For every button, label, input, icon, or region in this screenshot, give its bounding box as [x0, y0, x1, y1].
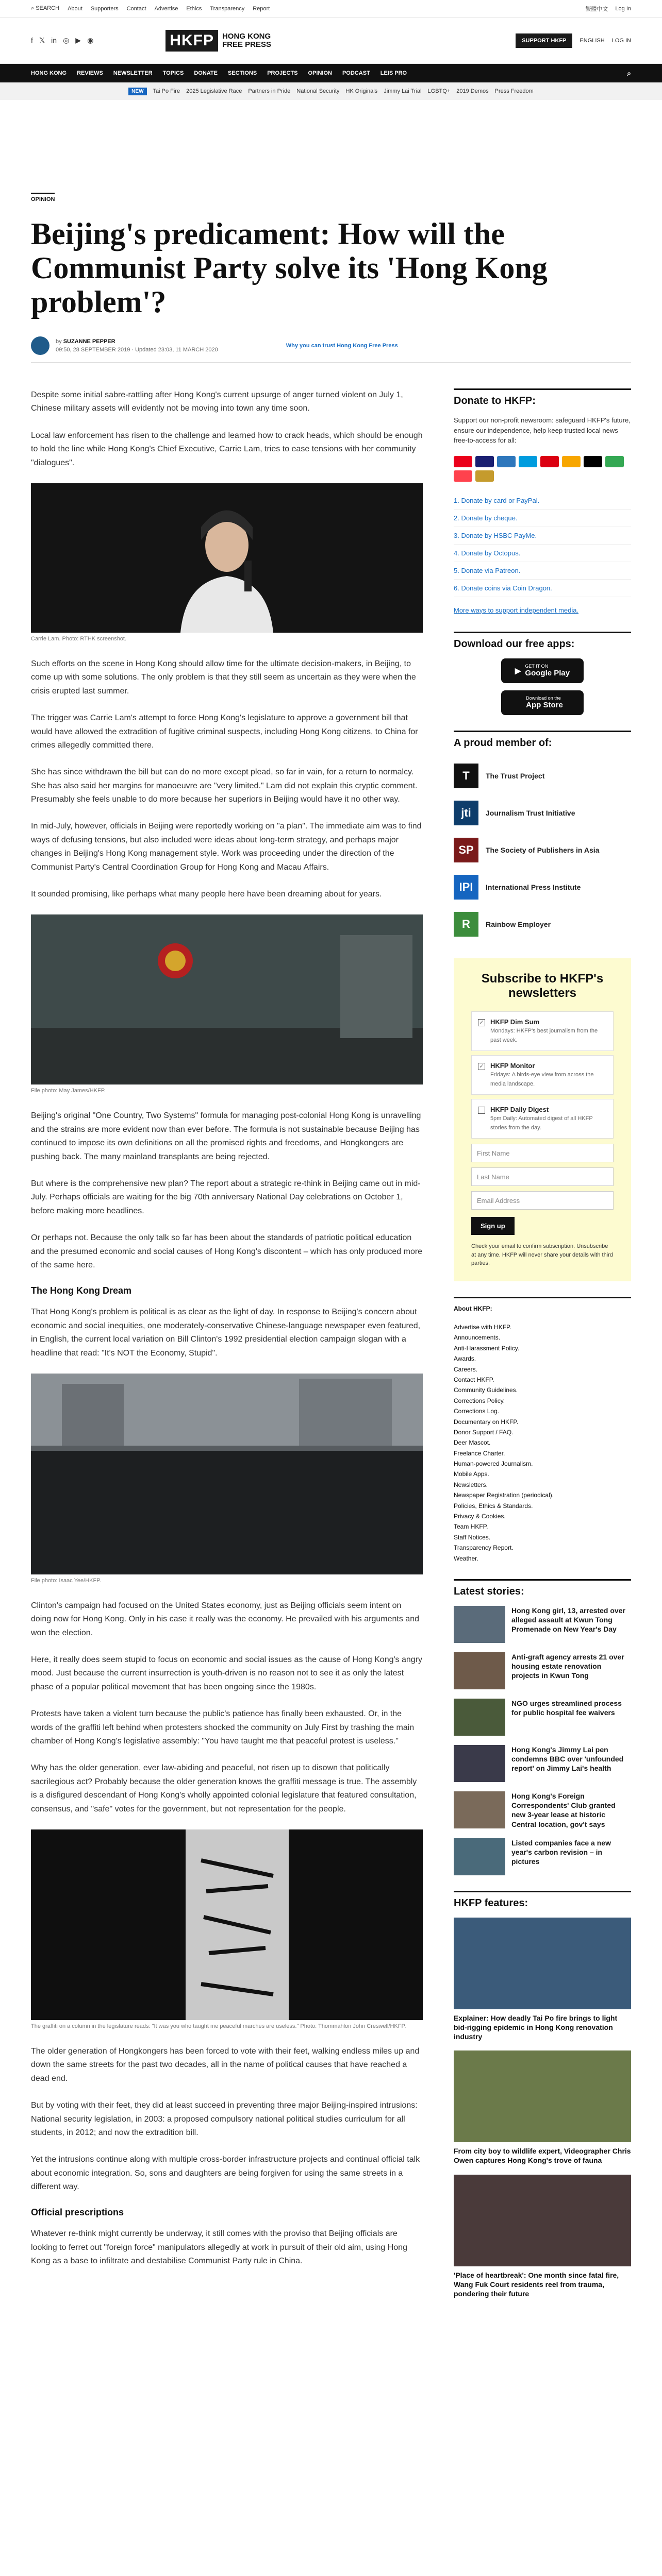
nav-item[interactable]: HONG KONG — [31, 70, 67, 76]
advertise-link[interactable]: Advertise — [154, 5, 178, 12]
youtube-icon[interactable]: ▶ — [75, 36, 81, 44]
apps-widget — [454, 632, 631, 715]
trending-link[interactable]: 2019 Demos — [456, 88, 489, 94]
language-link[interactable]: 繁體中文 — [585, 6, 608, 12]
nav-item[interactable]: OPINION — [308, 70, 332, 76]
site-header — [0, 18, 662, 64]
member-name: Rainbow Employer — [486, 920, 551, 928]
about-link[interactable]: Freelance Charter. — [454, 1449, 505, 1457]
paragraph: Clinton's campaign had focused on the United States economy, just as Beijing officials seem intent on doing now for Hong Kong. Only in his case it really was the economy. He prevailed with his arguments and won the election. — [31, 1601, 419, 1637]
image-caption: File photo: May James/HKFP. — [31, 1088, 106, 1094]
newsletter-options — [471, 1011, 614, 1139]
story-title[interactable]: Hong Kong girl, 13, arrested over alleged assault at Kwun Tong Promenade on New Year's Day — [511, 1606, 625, 1634]
member-logo-icon: IPI — [454, 875, 478, 900]
about-link[interactable]: Documentary on HKFP. — [454, 1418, 519, 1426]
latest-story[interactable] — [454, 1606, 631, 1643]
latest-story[interactable] — [454, 1791, 631, 1829]
byline — [31, 336, 631, 363]
story-thumbnail[interactable] — [454, 1791, 505, 1828]
article-image-protest-crowd — [31, 1374, 423, 1574]
about-link[interactable]: Mobile Apps. — [454, 1470, 489, 1478]
paypal-icon[interactable] — [519, 456, 537, 467]
updated-date: Updated 23:03, 11 MARCH 2020 — [135, 347, 218, 353]
social-icons — [31, 36, 93, 45]
subheading: Official prescriptions — [31, 2207, 124, 2218]
paragraph: The older generation of Hongkongers has been forced to vote with their feet, walking endless miles up and down the same streets for the past two decades, all in the name of political causes that have reached a dead end. — [31, 2046, 420, 2083]
paragraph: Why has the older generation, ever law-abiding and peaceful, not risen up to disown that politically sacrilegious act? Probably because the older generation knows the graffiti message is true. The assembly is a disfigured descendant of Hong Kong's wholly appointed colonial legislature that featured consultation, consensus, and "safe" votes for the government, but not representation for the people. — [31, 1764, 417, 1814]
member-name: International Press Institute — [486, 883, 581, 891]
trust-link[interactable]: Why you can trust Hong Kong Free Press — [286, 343, 398, 349]
trending-link[interactable]: Partners in Pride — [248, 88, 291, 94]
logo-mark: HKFP — [166, 30, 218, 52]
visa-icon[interactable] — [475, 456, 494, 467]
about-heading: About HKFP: — [454, 1297, 631, 1314]
paragraph: But where is the comprehensive new plan? The report about a strategic re-think in Beijing came out in mid-July. Perhaps officials are waiting for the big 70th anniversary National Day celebrations on October 1, before making more headlines. — [31, 1179, 421, 1215]
about-link[interactable]: Donor Support / FAQ. — [454, 1428, 514, 1436]
feature-thumbnail[interactable] — [454, 2175, 631, 2266]
nav-item[interactable]: LEIS PRO — [380, 70, 407, 76]
email-input[interactable]: Email Address — [471, 1191, 614, 1210]
nav-item[interactable]: PROJECTS — [267, 70, 298, 76]
payment-icons — [454, 456, 631, 482]
member-item[interactable] — [454, 906, 631, 943]
google-play-button[interactable] — [501, 658, 584, 683]
trending-link[interactable]: National Security — [296, 88, 340, 94]
newsletter-text — [490, 1062, 607, 1088]
latest-story[interactable] — [454, 1745, 631, 1782]
nav-item[interactable]: DONATE — [194, 70, 218, 76]
story-thumbnail[interactable] — [454, 1699, 505, 1736]
about-link[interactable]: Team HKFP. — [454, 1523, 488, 1531]
newsletter-desc: 5pm Daily: Automated digest of all HKFP stories from the day. — [490, 1115, 593, 1131]
support-hkfp-button[interactable]: SUPPORT HKFP — [516, 33, 572, 48]
coin-icon[interactable] — [475, 470, 494, 482]
nav-item[interactable]: REVIEWS — [77, 70, 103, 76]
logo-line-1: HONG KONG — [222, 31, 271, 41]
about-link[interactable]: Announcements. — [454, 1334, 501, 1342]
member-logo-icon: R — [454, 912, 478, 937]
about-link[interactable]: Corrections Policy. — [454, 1397, 505, 1404]
about-list — [454, 1322, 631, 1564]
donate-options — [454, 492, 631, 597]
about-link[interactable]: Policies, Ethics & Standards. — [454, 1502, 533, 1510]
author-name[interactable]: SUZANNE PEPPER — [63, 338, 115, 345]
trending-bar — [0, 82, 662, 100]
about-link[interactable]: Careers. — [454, 1365, 478, 1373]
app-store-button[interactable] — [501, 690, 584, 715]
login-link[interactable]: Log In — [615, 5, 631, 12]
more-ways-link[interactable]: More ways to support independent media. — [454, 606, 579, 614]
newsletter-text — [490, 1106, 607, 1132]
main-navigation — [0, 64, 662, 82]
checkbox[interactable]: ✓ — [478, 1063, 485, 1070]
features-list — [454, 1918, 631, 2299]
about-link[interactable]: Weather. — [454, 1554, 478, 1562]
trending-link[interactable]: 2025 Legislative Race — [186, 88, 242, 94]
contact-link[interactable]: Contact — [126, 5, 146, 12]
story-title[interactable]: NGO urges streamlined process for public hospital fee waivers — [511, 1699, 622, 1717]
member-logo-icon: SP — [454, 838, 478, 862]
member-logo-icon: jti — [454, 801, 478, 825]
nav-item[interactable]: SECTIONS — [227, 70, 257, 76]
about-link[interactable]: Newspaper Registration (periodical). — [454, 1492, 554, 1499]
paragraph: Protests have taken a violent turn because the public's patience has finally been exhausted. Or, in the words of the graffiti left behind when protesters shocked the community on July First by trashing the main chamber of Hong Kong's legislative assembly: "You have taught me that peaceful protest is useless." — [31, 1709, 415, 1746]
member-name: Journalism Trust Initiative — [486, 808, 575, 817]
paragraph: The trigger was Carrie Lam's attempt to force Hong Kong's legislature to approve a government bill that would have allowed the extradition of fugitive criminal suspects, including Hong Kong citizens, to China for crimes allegedly committed there. — [31, 714, 418, 750]
legco-emblem-photo — [31, 914, 423, 1084]
amex-icon[interactable] — [497, 456, 516, 467]
about-link[interactable]: Deer Mascot. — [454, 1439, 491, 1447]
logo-wordmark — [222, 32, 271, 49]
googlepay-icon[interactable] — [605, 456, 624, 467]
author-avatar[interactable] — [31, 336, 49, 355]
donate-option[interactable]: 5. Donate via Patreon. — [454, 562, 631, 580]
article-title: Beijing's predicament: How will the Communist Party solve its 'Hong Kong problem'? — [31, 217, 548, 319]
member-item[interactable] — [454, 869, 631, 906]
logo-line-2: FREE PRESS — [222, 40, 271, 49]
newsletter-title: HKFP Dim Sum — [490, 1018, 540, 1026]
about-widget — [454, 1297, 631, 1564]
membership-heading: A proud member of: — [454, 731, 631, 749]
trending-link[interactable]: Tai Po Fire — [153, 88, 180, 94]
linkedin-icon[interactable]: in — [51, 36, 57, 44]
nav-item[interactable]: NEWSLETTER — [113, 70, 153, 76]
report-link[interactable]: Report — [253, 5, 270, 12]
feature-story[interactable] — [454, 2175, 631, 2299]
about-link[interactable]: Advertise with HKFP. — [454, 1323, 511, 1331]
search-link[interactable]: ⌕ SEARCH — [31, 5, 60, 11]
twitter-icon[interactable]: 𝕏 — [39, 36, 45, 44]
byline-meta: by SUZANNE PEPPER 09:50, 28 SEPTEMBER 2019 · Updated 23:03, 11 MARCH 2020 — [56, 338, 218, 353]
member-list — [454, 757, 631, 943]
donate-option[interactable]: 4. Donate by Octopus. — [454, 545, 631, 562]
features-heading: HKFP features: — [454, 1891, 631, 1909]
latest-stories-widget — [454, 1579, 631, 1875]
article-image-graffiti — [31, 1829, 423, 2020]
newsletter-text — [490, 1018, 607, 1044]
trending-link[interactable]: Press Freedom — [494, 88, 534, 94]
paragraph: In mid-July, however, officials in Beijing were reportedly working on "a plan". The immediate aim was to find ways of defusing tensions, but also included were ideas about long-term strategy, and perhaps major changes in Beijing's Hong Kong management style. Work was proceeding under the direction of the Communist Party's Central Coordination Group for Hong Kong and Macau Affairs. — [31, 822, 422, 872]
newsletter-widget — [454, 958, 631, 1281]
story-title[interactable]: Hong Kong's Foreign Correspondents' Club granted new 3-year lease at historic Central location, gov't says — [511, 1791, 616, 1828]
story-thumbnail[interactable] — [454, 1652, 505, 1689]
paragraph: It sounded promising, like perhaps what many people here have been dreaming about for years. — [31, 890, 382, 899]
feature-thumbnail[interactable] — [454, 1918, 631, 2009]
newsletter-option[interactable] — [471, 1099, 614, 1139]
signup-button[interactable]: Sign up — [471, 1217, 515, 1235]
donate-option[interactable]: 1. Donate by card or PayPal. — [454, 492, 631, 510]
paragraph: Such efforts on the scene in Hong Kong should allow time for the ultimate decision-makers, in Beijing, to come up with some solutions. The only problem is that they still seem as uncertain as they were when the crisis erupted last summer. — [31, 659, 416, 696]
subheading: The Hong Kong Dream — [31, 1285, 132, 1296]
article-body — [31, 388, 423, 2308]
story-thumbnail[interactable] — [454, 1606, 505, 1643]
about-link[interactable]: Corrections Log. — [454, 1408, 500, 1415]
about-link[interactable]: Awards. — [454, 1355, 476, 1363]
paragraph: Or perhaps not. Because the only talk so far has been about the standards of patriotic political education and the presumed economic and social causes of Hong Kong's discontent – which has only produced more of the same here. — [31, 1233, 423, 1269]
latest-story[interactable] — [454, 1652, 631, 1689]
ethics-link[interactable]: Ethics — [186, 5, 202, 12]
latest-story[interactable] — [454, 1699, 631, 1736]
mastercard-icon[interactable] — [454, 456, 472, 467]
newsletter-desc: Fridays: A birds-eye view from across the media landscape. — [490, 1072, 594, 1088]
protest-crowd-photo — [31, 1374, 423, 1574]
features-widget — [454, 1891, 631, 2299]
member-logo-icon: T — [454, 764, 478, 788]
image-caption: The graffiti on a column in the legislature reads: "It was you who taught me peaceful marches are useless." Photo: Thommahlon John Creswell/HKFP. — [31, 2023, 406, 2029]
article-image-carrie-lam — [31, 483, 423, 633]
first-name-input[interactable]: First Name — [471, 1144, 614, 1162]
membership-widget — [454, 731, 631, 943]
feature-title[interactable]: 'Place of heartbreak': One month since fatal fire, Wang Fuk Court residents reel from trauma, pondering their future — [454, 2270, 619, 2298]
carrie-lam-photo — [31, 483, 423, 633]
story-title[interactable]: Listed companies face a new year's carbon revision – in pictures — [511, 1838, 611, 1866]
google-play-label: GET IT ON Google Play — [525, 664, 570, 677]
trending-link[interactable]: LGBTQ+ — [427, 88, 451, 94]
newsletter-title: HKFP Monitor — [490, 1062, 535, 1070]
supporters-link[interactable]: Supporters — [90, 5, 119, 12]
latest-list — [454, 1606, 631, 1875]
member-item[interactable] — [454, 794, 631, 832]
paragraph: Despite some initial sabre-rattling after Hong Kong's current upsurge of anger turned violent on July 1, Chinese military assets will evidently not be moving into town any time soon. — [31, 391, 403, 413]
header-login-link[interactable]: LOG IN — [611, 37, 631, 44]
latest-heading: Latest stories: — [454, 1579, 631, 1598]
graffiti-column-photo — [31, 1829, 423, 2020]
newsletter-desc: Mondays: HKFP's best journalism from the past week. — [490, 1028, 598, 1044]
apps-heading: Download our free apps: — [454, 632, 631, 650]
feature-thumbnail[interactable] — [454, 2050, 631, 2142]
feature-title[interactable]: Explainer: How deadly Tai Po fire brings to light bid-rigging epidemic in Hong Kong renovation industry — [454, 2013, 618, 2041]
newsletter-note: Check your email to confirm subscription. Unsubscribe at any time. HKFP will never share your details with third parties. — [471, 1243, 613, 1267]
about-link[interactable]: Privacy & Cookies. — [454, 1513, 506, 1520]
language-selector[interactable]: ENGLISH — [580, 37, 605, 44]
paragraph: Beijing's original "One Country, Two Systems" formula for managing post-colonial Hong Kong is unravelling and the strains are more evident now than ever before. The formula is not sustainable because Beijing has continued to impose its own definitions on all the promised rights and freedoms, and Hongkongers are pushing back. The many mainland transplants are being rejected. — [31, 1111, 421, 1161]
image-caption: Carrie Lam. Photo: RTHK screenshot. — [31, 635, 127, 642]
last-name-input[interactable]: Last Name — [471, 1167, 614, 1186]
search-label: SEARCH — [36, 5, 60, 11]
publish-date: 09:50, 28 SEPTEMBER 2019 — [56, 347, 130, 353]
newsletter-option[interactable] — [471, 1055, 614, 1095]
trending-link[interactable]: Jimmy Lai Trial — [384, 88, 422, 94]
nav-item[interactable]: TOPICS — [162, 70, 184, 76]
section-label[interactable]: OPINION — [31, 193, 55, 202]
about-link[interactable]: Newsletters. — [454, 1481, 488, 1488]
top-utility-bar — [0, 0, 662, 18]
paragraph: Yet the intrusions continue along with multiple cross-border infrastructure projects and continual official talk about economic integration. So, sons and daughters are being forgiven for using the same streets in a different way. — [31, 2155, 420, 2192]
checkbox[interactable]: ✓ — [478, 1019, 485, 1026]
paragraph: But by voting with their feet, they did at least succeed in preventing three major Beijing-inspired intrusions: National security legislation, in 2003: a proposed compulsory national political studies curriculum for all students, in 2012; and now the extradition bill. — [31, 2101, 418, 2137]
about-link[interactable]: Contact HKFP. — [454, 1376, 494, 1383]
paragraph: Here, it really does seem stupid to focus on economic and social issues as the cause of Hong Kong's angry mood. Just because the current insurrection is youth-driven is no reason not to see it as only the latest phase of a popular political movement that has been ongoing since the 1980s. — [31, 1655, 423, 1691]
nav-search-icon[interactable]: ⌕ — [627, 69, 631, 77]
member-item[interactable] — [454, 757, 631, 794]
feature-story[interactable] — [454, 1918, 631, 2042]
transparency-link[interactable]: Transparency — [210, 5, 245, 12]
patreon-icon[interactable] — [454, 470, 472, 482]
instagram-icon[interactable]: ◎ — [63, 36, 70, 44]
about-link[interactable]: About — [68, 5, 82, 12]
donate-widget — [454, 388, 631, 614]
member-item[interactable] — [454, 832, 631, 869]
donate-heading: Donate to HKFP: — [454, 388, 631, 407]
trending-link[interactable]: HK Originals — [345, 88, 378, 94]
about-link[interactable]: Community Guidelines. — [454, 1386, 518, 1394]
story-title[interactable]: Anti-graft agency arrests 21 over housing estate renovation projects in Kwun Tong — [511, 1652, 624, 1680]
payme-icon[interactable] — [540, 456, 559, 467]
newsletter-heading: Subscribe to HKFP's newsletters — [481, 971, 604, 1001]
rss-icon[interactable]: ◉ — [87, 36, 94, 44]
google-play-icon: ▶ — [515, 666, 521, 675]
site-logo[interactable] — [166, 30, 271, 52]
checkbox[interactable] — [478, 1107, 485, 1114]
donate-option[interactable]: 2. Donate by cheque. — [454, 510, 631, 527]
paragraph: She has since withdrawn the bill but can do no more except plead, so far in vain, for a return to normalcy. She has also said her margins for manoeuvre are "very limited." Lam did not explain this cryptic comment. Presumably she feels unable to do more because her superiors in Beijing would have it no other way. — [31, 768, 418, 804]
feature-story[interactable] — [454, 2050, 631, 2165]
about-link[interactable]: Staff Notices. — [454, 1533, 491, 1541]
paragraph: Whatever re-think might currently be underway, it still comes with the proviso that Beijing officials are looking to ferret out "foreign force" manipulators allegedly at work in pursuit of their old aim, using Hong Kong as a base to infiltrate and destabilise Communist Party rule in China. — [31, 2229, 407, 2266]
octopus-icon[interactable] — [562, 456, 581, 467]
facebook-icon[interactable]: f — [31, 36, 33, 44]
image-caption: File photo: Isaac Yee/HKFP. — [31, 1577, 102, 1584]
paragraph: Local law enforcement has risen to the challenge and learned how to crack heads, which should be enough to hold the line while Hong Kong's Chief Executive, Carrie Lam, tries to ease tensions with her community "dialogues". — [31, 431, 423, 467]
newsletter-option[interactable] — [471, 1011, 614, 1051]
app-store-label: Download on the App Store — [526, 696, 563, 709]
about-link[interactable]: Transparency Report. — [454, 1544, 514, 1552]
nav-item[interactable]: PODCAST — [342, 70, 370, 76]
member-name: The Trust Project — [486, 771, 545, 780]
story-thumbnail[interactable] — [454, 1745, 505, 1782]
paragraph: That Hong Kong's problem is political is as clear as the light of day. In response to Beijing's concern about economic and social inequities, one moderately-conservative Chinese-language newspaper even featured, in English, the current local variation on Bill Clinton's 1992 presidential election campaign slogan with a headline that read: "It's NOT the Economy, Stupid". — [31, 1308, 421, 1358]
story-title[interactable]: Hong Kong's Jimmy Lai pen condemns BBC over 'unfounded report' on Jimmy Lai's health — [511, 1745, 624, 1773]
article-image-legco — [31, 914, 423, 1084]
about-link[interactable]: Anti-Harassment Policy. — [454, 1344, 520, 1352]
applepay-icon[interactable] — [584, 456, 602, 467]
sidebar — [454, 388, 631, 2308]
donate-option[interactable]: 3. Donate by HSBC PayMe. — [454, 527, 631, 545]
donate-option[interactable]: 6. Donate coins via Coin Dragon. — [454, 580, 631, 597]
story-thumbnail[interactable] — [454, 1838, 505, 1875]
member-name: The Society of Publishers in Asia — [486, 845, 600, 854]
about-link[interactable]: Human-powered Journalism. — [454, 1460, 533, 1468]
feature-title[interactable]: From city boy to wildlife expert, Videographer Chris Owen captures Hong Kong's trove of fauna — [454, 2147, 631, 2165]
donate-text: Support our non-profit newsroom: safeguard HKFP's future, ensure our independence, help keep trusted local news free-to-access for all: — [454, 416, 631, 444]
new-badge: NEW — [128, 88, 146, 95]
latest-story[interactable] — [454, 1838, 631, 1875]
newsletter-title: HKFP Daily Digest — [490, 1106, 549, 1114]
